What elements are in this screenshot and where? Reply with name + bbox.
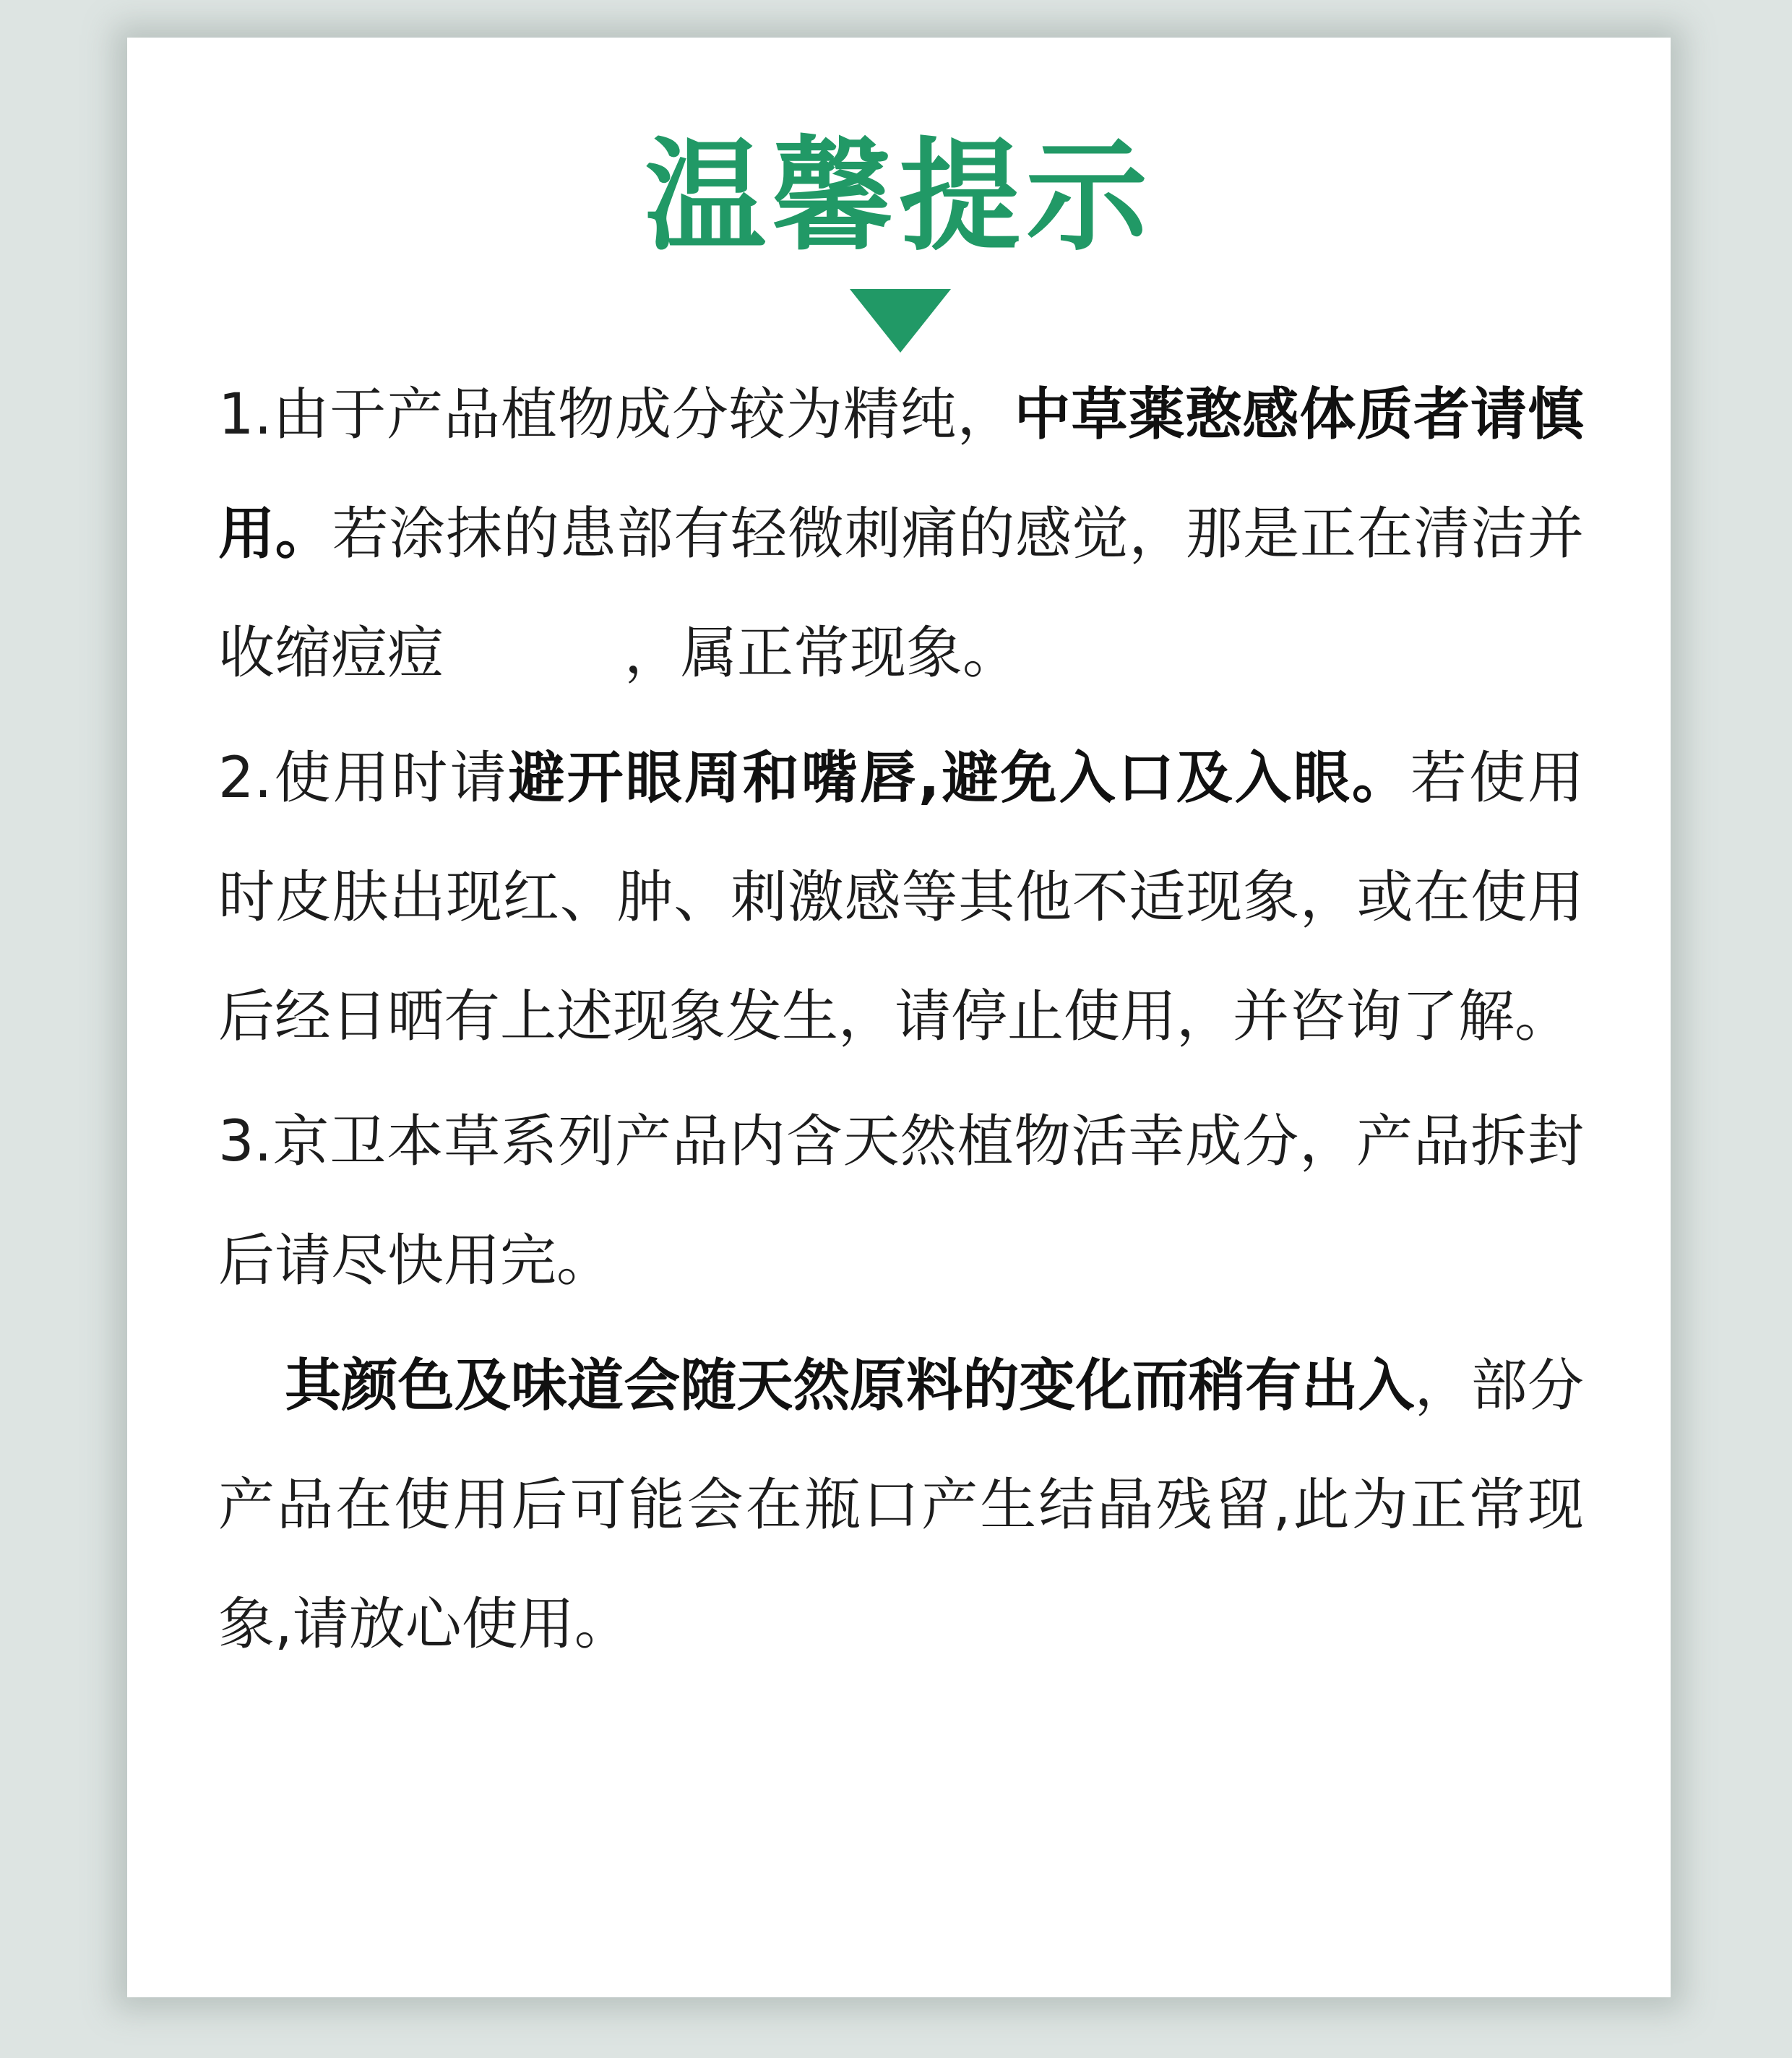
item-1-detail: 若涂抹的患部有轻微刺痛的感觉，那是正在清洁并收缩痘痘: [218, 501, 1584, 686]
item-1-bold-warning: 中草薬憨感体质者请慎用。: [218, 382, 1584, 567]
notice-item-2: [218, 719, 1584, 1077]
notice-body: [218, 356, 1584, 1690]
notice-item-4: [218, 1327, 1584, 1684]
item-2-bold-warning: 避开眼周和嘴唇,避免入口及入眼。: [508, 746, 1410, 811]
notice-item-3: [218, 1082, 1584, 1321]
notice-item-1: [218, 356, 1584, 713]
item-2-text: 2.使用时请: [218, 746, 509, 811]
notice-card: [127, 38, 1671, 1997]
item-4-detail: ，部分产品在使用后可能会在瓶口产生结晶残留,此为正常现象,请放心使用。: [218, 1353, 1584, 1657]
item-1-text: 1.由于产品植物成分较为精纯，: [218, 382, 1015, 447]
item-4-bold-note: 其颜色及味道会随天然原料的变化而稍有出入: [285, 1353, 1415, 1418]
item-1-end: ，属正常现象。: [624, 621, 1020, 686]
item-2-detail: 若使用时皮肤出现红、肿、刺激感等其他不适现象，或在使用后经日晒有上述现象发生，请停止使用，并咨询了解。: [218, 746, 1584, 1049]
notice-title: 温馨提示: [645, 126, 1153, 267]
item-3-text: 3.京卫本草系列产品内含天然植物活幸成分，产品拆封后请尽快用完。: [218, 1109, 1584, 1293]
down-triangle-icon: [850, 289, 951, 353]
